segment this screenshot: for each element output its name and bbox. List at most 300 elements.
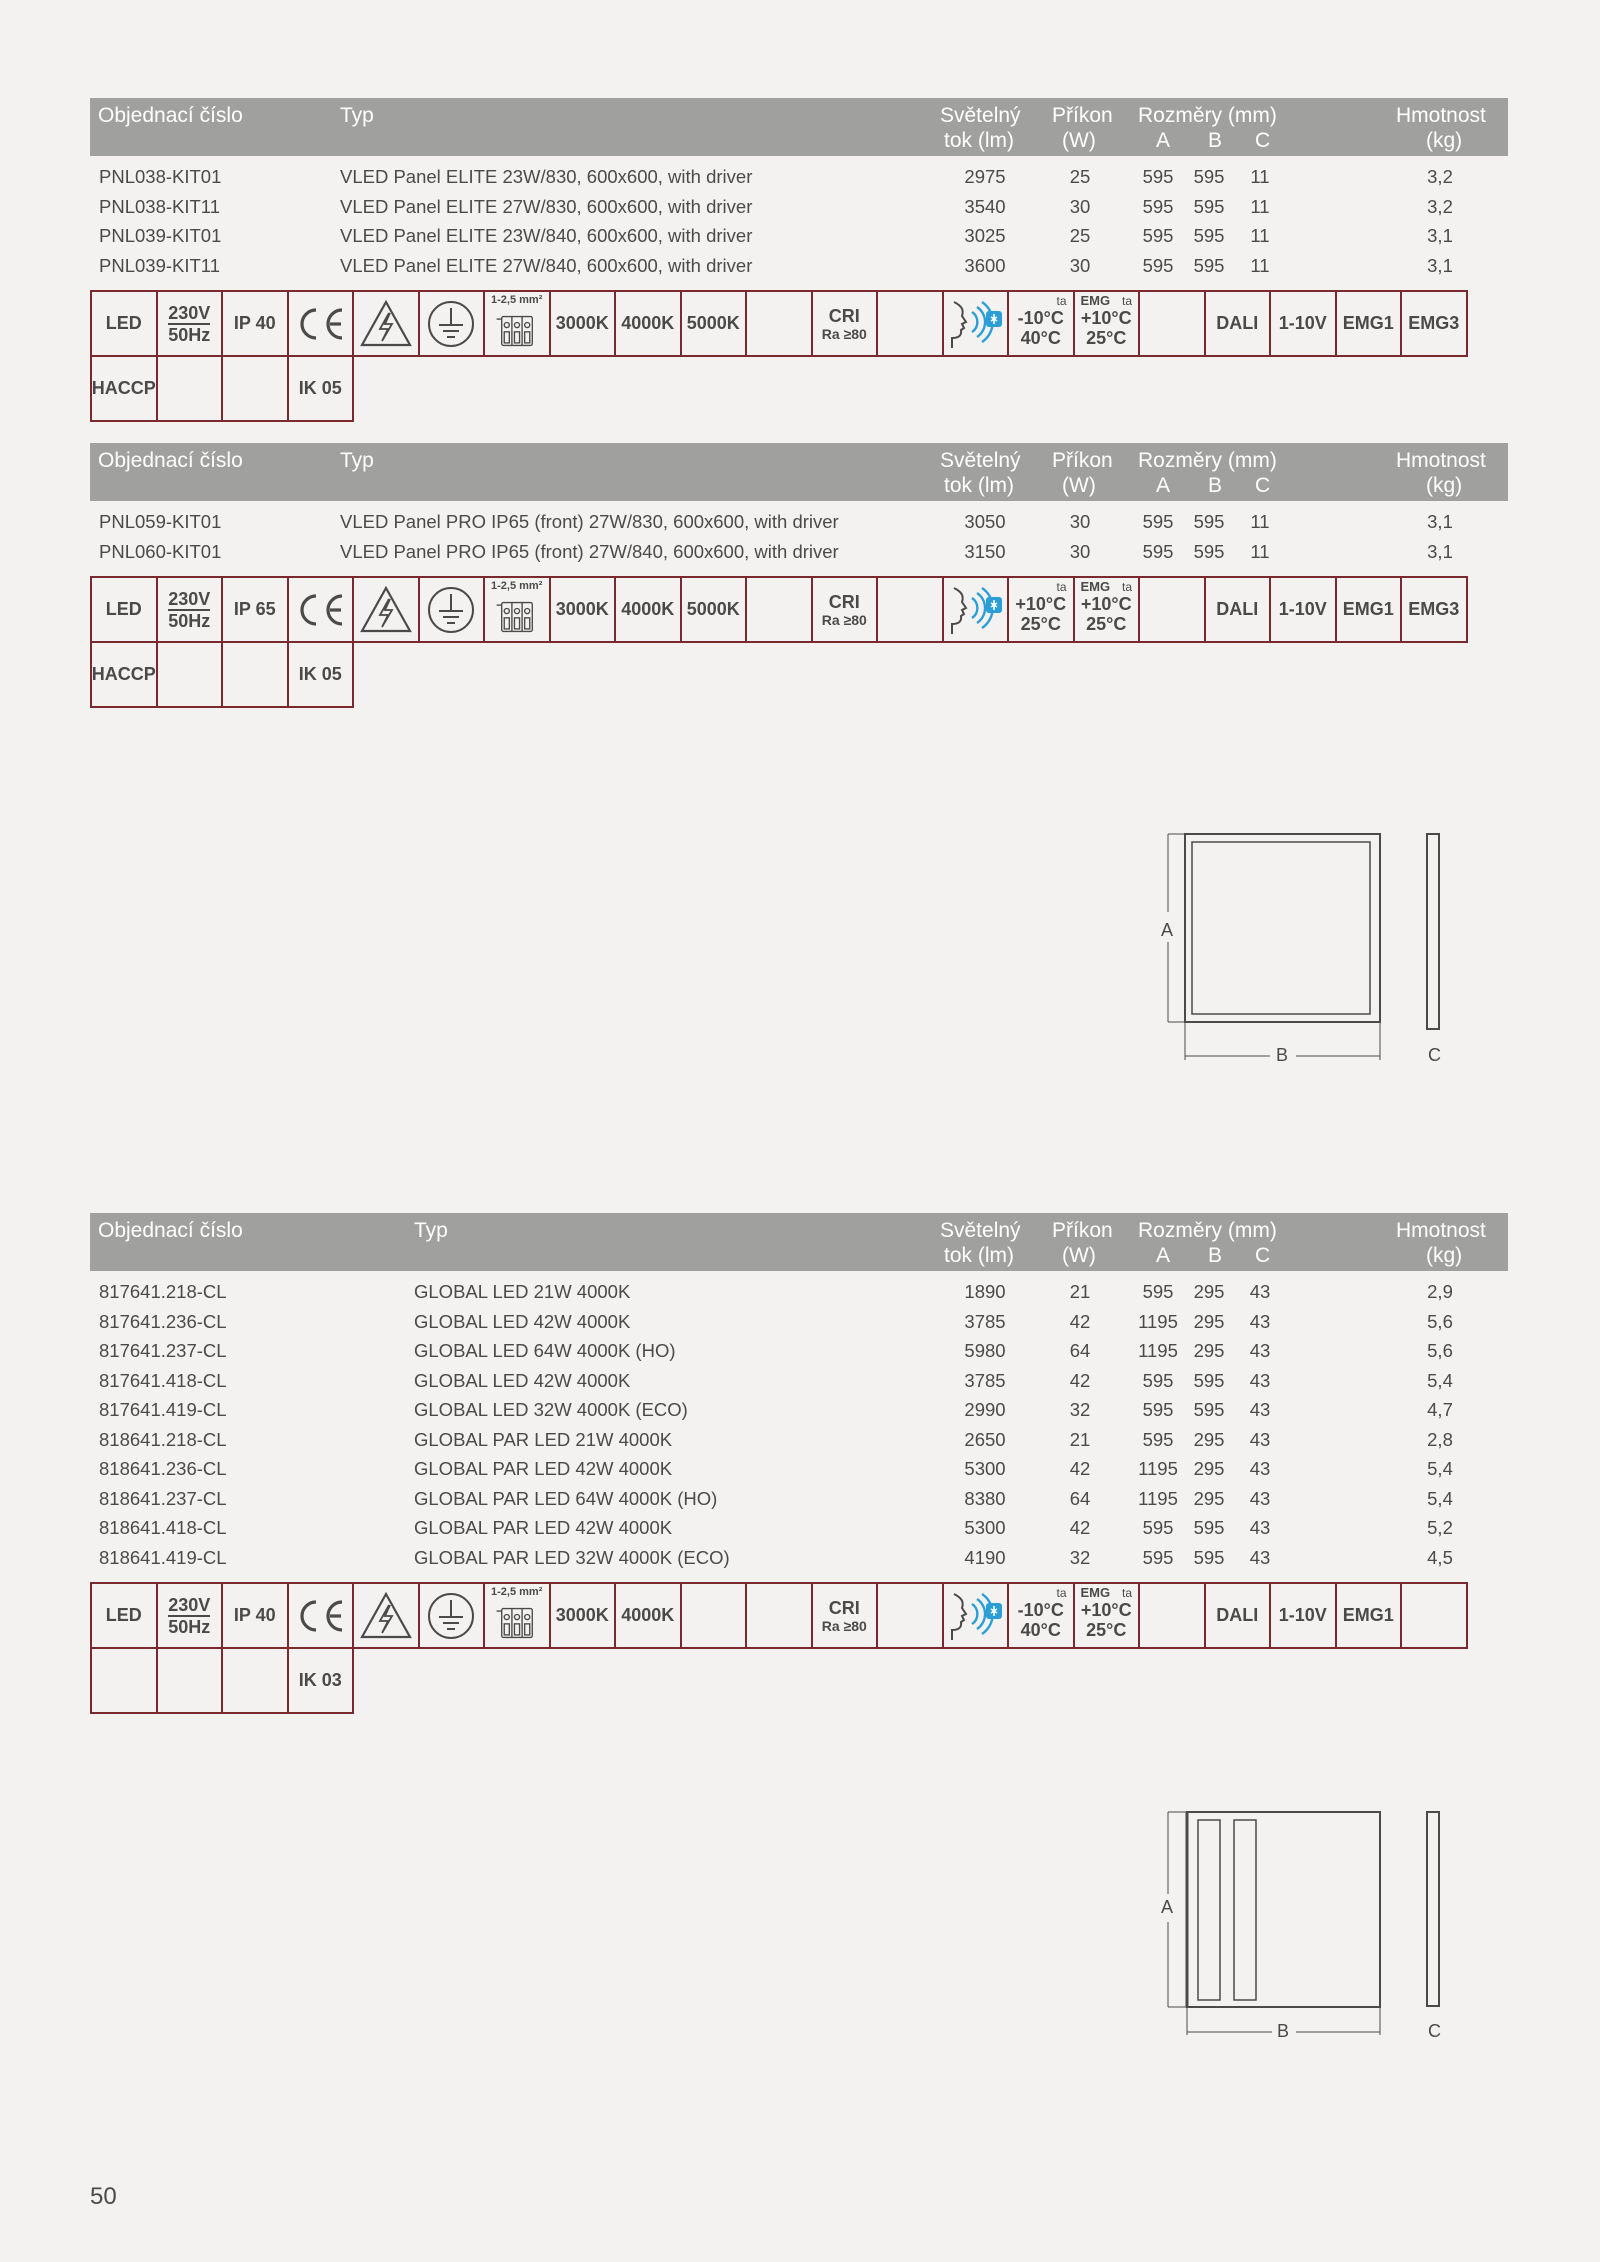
header-weight1: Hmotnost (1396, 104, 1486, 127)
ambient-temp-cell (1007, 576, 1075, 643)
emg-label: EMG (1080, 293, 1111, 308)
empty-cell (221, 355, 289, 422)
voltage-label: 230V (168, 1594, 211, 1615)
ip-rating-label: IP 40 (233, 313, 276, 333)
cct-5000-label: 5000K (686, 599, 740, 619)
emg-min-label: +10°C (1080, 1599, 1132, 1620)
weight-value: 3,2 (1427, 195, 1453, 217)
cct-5000-cell (680, 290, 748, 357)
table-row (90, 1513, 1508, 1543)
dim-b-value: 295 (1193, 1281, 1225, 1302)
product-type: GLOBAL PAR LED 64W 4000K (HO) (414, 1487, 718, 1509)
table-row (90, 162, 1508, 192)
dim-a-value: 1195 (1138, 1487, 1178, 1509)
table-row (90, 1366, 1508, 1396)
dim-b-value: 295 (1193, 1310, 1225, 1332)
frequency-label: 50Hz (168, 324, 211, 345)
power-value: 21 (1069, 1428, 1091, 1450)
header-type: Typ (340, 104, 374, 127)
emg1-cell (1335, 290, 1403, 357)
dim-a-value: 595 (1142, 1281, 1174, 1302)
cct-4000-cell (614, 1582, 682, 1649)
luminous-flux: 3025 (964, 225, 1006, 246)
ip-rating-cell (221, 576, 289, 643)
dim-label-c: C (1428, 2021, 1441, 2041)
ip-rating-cell (221, 290, 289, 357)
emg-temp-cell (1073, 1582, 1141, 1649)
table-row (90, 537, 1508, 567)
header-flux2: tok (lm) (944, 1244, 1014, 1267)
voltage-label: 230V (168, 302, 211, 323)
dim-c-value: 43 (1249, 1458, 1271, 1479)
luminous-flux: 3785 (964, 1310, 1006, 1332)
cct-4000-cell (614, 290, 682, 357)
ik-rating-label: IK 05 (298, 378, 342, 398)
header-power1: Příkon (1052, 449, 1113, 472)
ik-rating-label: IK 03 (298, 1670, 342, 1690)
luminous-flux: 5300 (964, 1458, 1006, 1479)
empty-cell (156, 641, 224, 708)
terminal-block-icon (494, 314, 540, 348)
electric-hazard-icon (359, 299, 413, 349)
emg-max-label: 25°C (1086, 1619, 1127, 1640)
dali-cell (1204, 1582, 1272, 1649)
spec-grid (90, 1582, 1508, 1712)
terminal-block-icon (494, 600, 540, 634)
protective-earth-icon (426, 585, 476, 635)
header-weight2: (kg) (1426, 474, 1463, 497)
haccp-cell (90, 355, 158, 422)
cct-3000-label: 3000K (555, 313, 609, 333)
motion-sensor-icon (944, 1588, 1006, 1644)
emg-temp-cell (1073, 576, 1141, 643)
product-type: GLOBAL PAR LED 42W 4000K (414, 1517, 673, 1538)
product-type: GLOBAL LED 64W 4000K (HO) (414, 1340, 676, 1361)
dim-b-value: 295 (1193, 1487, 1225, 1509)
ta-max-label: 40°C (1020, 1619, 1061, 1640)
spec-grid (90, 576, 1508, 706)
order-code: 817641.236-CL (99, 1310, 227, 1332)
dim-c-value: 43 (1249, 1428, 1271, 1450)
dim-a-value: 1195 (1138, 1458, 1178, 1479)
weight-value: 3,1 (1427, 511, 1453, 532)
spec-row (90, 1647, 1508, 1712)
weight-value: 5,6 (1427, 1340, 1453, 1361)
dim-c-value: 11 (1250, 166, 1270, 187)
empty-cell (156, 1647, 224, 1714)
dim-label-c: C (1428, 1045, 1441, 1065)
spec-row (90, 355, 1508, 420)
weight-value: 3,2 (1427, 166, 1453, 187)
header-dim-a: A (1156, 1244, 1171, 1267)
dim-b-value: 595 (1193, 511, 1225, 532)
cct-5000-cell (680, 576, 748, 643)
luminous-flux: 3600 (964, 254, 1006, 276)
header-power1: Příkon (1052, 1219, 1113, 1242)
dim-label-b: B (1276, 1045, 1289, 1065)
emg3-cell (1400, 290, 1468, 357)
order-code: 818641.419-CL (99, 1546, 227, 1568)
dim-b-value: 595 (1193, 540, 1225, 562)
haccp-cell (90, 641, 158, 708)
led-cell (90, 1582, 158, 1649)
product-type: GLOBAL LED 32W 4000K (ECO) (414, 1399, 688, 1420)
table-header (90, 1213, 1508, 1271)
luminous-flux: 8380 (964, 1487, 1006, 1509)
wire-size-label: 1-2,5 mm² (491, 294, 543, 306)
header-power2: (W) (1062, 474, 1096, 497)
ambient-temp-cell (1007, 1582, 1075, 1649)
dim-c-value: 43 (1249, 1369, 1271, 1391)
luminous-flux: 2650 (964, 1428, 1006, 1450)
table-row (90, 251, 1508, 281)
power-value: 25 (1069, 225, 1091, 246)
weight-value: 5,6 (1427, 1310, 1453, 1332)
luminous-flux: 5980 (964, 1340, 1006, 1361)
ra-label: Ra ≥80 (821, 611, 867, 628)
product-type: GLOBAL PAR LED 21W 4000K (414, 1428, 673, 1450)
dim-a-value: 595 (1142, 1517, 1174, 1538)
ik-rating-cell (287, 1647, 355, 1714)
protective-earth-icon (426, 1591, 476, 1641)
emg-ta-label: ta (1121, 580, 1132, 594)
product-rows (90, 501, 1508, 566)
dim-a-value: 595 (1142, 1369, 1174, 1391)
cri-label: CRI (828, 1597, 860, 1618)
order-code: 818641.236-CL (99, 1458, 227, 1479)
product-section-1 (90, 98, 1508, 420)
emg-min-label: +10°C (1080, 593, 1132, 614)
dim-b-value: 595 (1193, 1546, 1225, 1568)
header-flux1: Světelný (940, 104, 1021, 127)
header-flux1: Světelný (940, 1219, 1021, 1242)
ik-rating-cell (287, 355, 355, 422)
emg-ta-label: ta (1121, 294, 1132, 308)
luminous-flux: 3150 (964, 540, 1006, 562)
haccp-label: HACCP (91, 378, 156, 398)
order-code: PNL060-KIT01 (99, 540, 222, 562)
power-value: 42 (1069, 1369, 1091, 1391)
spec-grid (90, 290, 1508, 420)
header-dim-b: B (1208, 474, 1223, 497)
voltage-cell (156, 1582, 224, 1649)
weight-value: 5,4 (1427, 1369, 1453, 1391)
ta-min-label: -10°C (1017, 1599, 1064, 1620)
header-flux2: tok (lm) (944, 474, 1014, 497)
product-type: GLOBAL LED 21W 4000K (414, 1281, 631, 1302)
ip-rating-cell (221, 1582, 289, 1649)
header-dims: Rozměry (mm) (1138, 104, 1277, 127)
dim-c-value: 11 (1250, 254, 1270, 276)
order-code: 817641.237-CL (99, 1340, 227, 1361)
emg1-label: EMG1 (1342, 313, 1394, 333)
header-dim-b: B (1208, 1244, 1223, 1267)
cri-cell (811, 1582, 879, 1649)
luminous-flux: 3785 (964, 1369, 1006, 1391)
empty-cell (1138, 576, 1206, 643)
dim-a-value: 595 (1142, 1399, 1174, 1420)
ra-label: Ra ≥80 (821, 1617, 867, 1634)
luminous-flux: 3050 (964, 511, 1006, 532)
table-row (90, 1425, 1508, 1455)
ip-rating-label: IP 40 (233, 1605, 276, 1625)
product-rows (90, 1271, 1508, 1572)
header-order: Objednací číslo (98, 1219, 243, 1242)
dim-a-value: 595 (1142, 540, 1174, 562)
dim-c-value: 11 (1250, 195, 1270, 217)
table-row (90, 192, 1508, 222)
product-section-2 (90, 443, 1508, 706)
dim-c-value: 43 (1249, 1399, 1271, 1420)
header-dim-c: C (1255, 129, 1271, 152)
power-value: 30 (1069, 540, 1091, 562)
header-flux2: tok (lm) (944, 129, 1014, 152)
dim-a-value: 595 (1142, 511, 1174, 532)
dali-label: DALI (1216, 313, 1259, 333)
luminous-flux: 3540 (964, 195, 1006, 217)
header-weight2: (kg) (1426, 1244, 1463, 1267)
voltage-label: 230V (168, 588, 211, 609)
emg-max-label: 25°C (1086, 613, 1127, 634)
order-code: PNL038-KIT01 (99, 166, 222, 187)
power-value: 25 (1069, 166, 1091, 187)
ambient-temp-cell (1007, 290, 1075, 357)
empty-cell (1138, 1582, 1206, 1649)
dim-c-value: 43 (1249, 1546, 1271, 1568)
wire-size-label: 1-2,5 mm² (491, 580, 543, 592)
earth-cell (418, 576, 486, 643)
led-label: LED (105, 313, 142, 333)
earth-cell (418, 1582, 486, 1649)
cct-4000-label: 4000K (621, 599, 675, 619)
dali-cell (1204, 576, 1272, 643)
dali-label: DALI (1216, 599, 1259, 619)
dim-b-value: 295 (1193, 1458, 1225, 1479)
dim-b-value: 595 (1193, 166, 1225, 187)
empty-cell (876, 290, 944, 357)
cri-label: CRI (828, 591, 860, 612)
power-value: 30 (1069, 511, 1091, 532)
sensor-cell (942, 576, 1010, 643)
emg3-cell (1400, 1582, 1468, 1649)
spec-row (90, 641, 1508, 706)
header-order: Objednací číslo (98, 449, 243, 472)
weight-value: 5,4 (1427, 1487, 1453, 1509)
emg-max-label: 25°C (1086, 327, 1127, 348)
ce-cell (287, 290, 355, 357)
emg3-cell (1400, 576, 1468, 643)
table-row (90, 1395, 1508, 1425)
dim-a-value: 595 (1142, 1428, 1174, 1450)
dim-label-b: B (1277, 2021, 1290, 2041)
header-weight1: Hmotnost (1396, 1219, 1486, 1242)
header-dim-c: C (1255, 474, 1271, 497)
table-row (90, 507, 1508, 537)
table-row (90, 221, 1508, 251)
spec-row (90, 290, 1508, 355)
header-power2: (W) (1062, 1244, 1096, 1267)
cct-3000-cell (549, 576, 617, 643)
dim-a-value: 1195 (1138, 1310, 1178, 1332)
ta-label: ta (1056, 580, 1067, 594)
emg1-label: EMG1 (1342, 599, 1394, 619)
ta-max-label: 25°C (1020, 613, 1061, 634)
protective-earth-icon (426, 299, 476, 349)
motion-sensor-icon (944, 582, 1006, 638)
luminous-flux: 5300 (964, 1517, 1006, 1538)
dimming-1-10v-cell (1269, 290, 1337, 357)
ce-mark-icon (292, 304, 348, 344)
ra-label: Ra ≥80 (821, 325, 867, 342)
empty-cell (876, 576, 944, 643)
power-value: 64 (1069, 1487, 1091, 1509)
product-type: VLED Panel ELITE 27W/840, 600x600, with driver (340, 254, 753, 276)
order-code: PNL038-KIT11 (99, 195, 220, 217)
sensor-cell (942, 290, 1010, 357)
order-code: 818641.418-CL (99, 1517, 227, 1538)
order-code: 817641.418-CL (99, 1369, 227, 1391)
order-code: PNL059-KIT01 (99, 511, 222, 532)
shock-cell (352, 576, 420, 643)
ip-rating-label: IP 65 (233, 599, 276, 619)
led-cell (90, 290, 158, 357)
empty-cell (156, 355, 224, 422)
panel-dimension-drawing (1150, 820, 1450, 1080)
empty-cell (221, 641, 289, 708)
ta-min-label: -10°C (1017, 307, 1064, 328)
product-type: VLED Panel ELITE 27W/830, 600x600, with driver (340, 195, 753, 217)
dim-b-value: 595 (1193, 254, 1225, 276)
spec-row (90, 1582, 1508, 1647)
dim-b-value: 295 (1193, 1428, 1225, 1450)
dim-a-value: 595 (1142, 166, 1174, 187)
header-dim-a: A (1156, 129, 1171, 152)
emg1-label: EMG1 (1342, 1605, 1394, 1625)
ce-cell (287, 576, 355, 643)
table-row (90, 1307, 1508, 1337)
header-type: Typ (414, 1219, 448, 1242)
electric-hazard-icon (359, 1591, 413, 1641)
cct-5000-label: 5000K (686, 313, 740, 333)
dim-c-value: 43 (1249, 1310, 1271, 1332)
power-value: 42 (1069, 1310, 1091, 1332)
page-number: 50 (90, 2183, 117, 2210)
dim-a-value: 1195 (1138, 1340, 1178, 1361)
dim-c-value: 43 (1249, 1517, 1271, 1538)
cct-3000-cell (549, 290, 617, 357)
emg-min-label: +10°C (1080, 307, 1132, 328)
voltage-cell (156, 290, 224, 357)
dali-cell (1204, 290, 1272, 357)
dim-c-value: 11 (1250, 511, 1270, 532)
led-label: LED (105, 1605, 142, 1625)
header-weight1: Hmotnost (1396, 449, 1486, 472)
terminal-cell (483, 576, 551, 643)
emg3-label: EMG3 (1408, 313, 1460, 333)
empty-cell (876, 1582, 944, 1649)
cri-cell (811, 290, 879, 357)
sensor-cell (942, 1582, 1010, 1649)
ta-min-label: +10°C (1015, 593, 1067, 614)
dimming-1-10v-cell (1269, 576, 1337, 643)
emg-ta-label: ta (1121, 1586, 1132, 1600)
ik-rating-label: IK 05 (298, 664, 342, 684)
order-code: PNL039-KIT01 (99, 225, 222, 246)
header-power2: (W) (1062, 129, 1096, 152)
order-code: 817641.218-CL (99, 1281, 227, 1302)
terminal-cell (483, 290, 551, 357)
dim-c-value: 43 (1249, 1487, 1271, 1509)
empty-cell (745, 290, 813, 357)
table-row (90, 1484, 1508, 1514)
dim-a-value: 595 (1142, 1546, 1174, 1568)
dim-a-value: 595 (1142, 195, 1174, 217)
cct-4000-label: 4000K (621, 1605, 675, 1625)
dali-label: DALI (1216, 1605, 1259, 1625)
voltage-cell (156, 576, 224, 643)
cri-label: CRI (828, 305, 860, 326)
ta-max-label: 40°C (1020, 327, 1061, 348)
power-value: 64 (1069, 1340, 1091, 1361)
weight-value: 3,1 (1427, 540, 1453, 562)
product-rows (90, 156, 1508, 280)
header-power1: Příkon (1052, 104, 1113, 127)
luminous-flux: 2975 (964, 166, 1006, 187)
power-value: 30 (1069, 195, 1091, 217)
dim-c-value: 11 (1250, 225, 1270, 246)
emg-label: EMG (1080, 1585, 1111, 1600)
product-type: GLOBAL LED 42W 4000K (414, 1310, 631, 1332)
dimming-1-10v-label: 1-10V (1278, 599, 1327, 619)
shock-cell (352, 290, 420, 357)
header-flux1: Světelný (940, 449, 1021, 472)
empty-cell (1138, 290, 1206, 357)
product-type: VLED Panel PRO IP65 (front) 27W/840, 600x600, with driver (340, 540, 839, 562)
header-weight2: (kg) (1426, 129, 1463, 152)
power-value: 21 (1069, 1281, 1091, 1302)
table-row (90, 1277, 1508, 1307)
terminal-cell (483, 1582, 551, 1649)
emg3-label: EMG3 (1408, 599, 1460, 619)
weight-value: 5,2 (1427, 1517, 1453, 1538)
ce-mark-icon (292, 590, 348, 630)
ce-mark-icon (292, 1596, 348, 1636)
power-value: 32 (1069, 1399, 1091, 1420)
empty-cell (745, 576, 813, 643)
cct-4000-cell (614, 576, 682, 643)
order-code: 818641.218-CL (99, 1428, 227, 1450)
panel-outline-icon (1150, 820, 1450, 1080)
cct-5000-cell (680, 1582, 748, 1649)
motion-sensor-icon (944, 296, 1006, 352)
cct-4000-label: 4000K (621, 313, 675, 333)
cct-3000-cell (549, 1582, 617, 1649)
dim-a-value: 595 (1142, 254, 1174, 276)
dim-b-value: 595 (1193, 195, 1225, 217)
order-code: PNL039-KIT11 (99, 254, 220, 276)
luminous-flux: 4190 (964, 1546, 1006, 1568)
power-value: 30 (1069, 254, 1091, 276)
header-dim-a: A (1156, 474, 1171, 497)
frequency-label: 50Hz (168, 1616, 211, 1637)
table-row (90, 1454, 1508, 1484)
ik-rating-cell (287, 641, 355, 708)
ce-cell (287, 1582, 355, 1649)
header-dims: Rozměry (mm) (1138, 449, 1277, 472)
table-header (90, 443, 1508, 501)
emg1-cell (1335, 1582, 1403, 1649)
product-section-3 (90, 1213, 1508, 1712)
